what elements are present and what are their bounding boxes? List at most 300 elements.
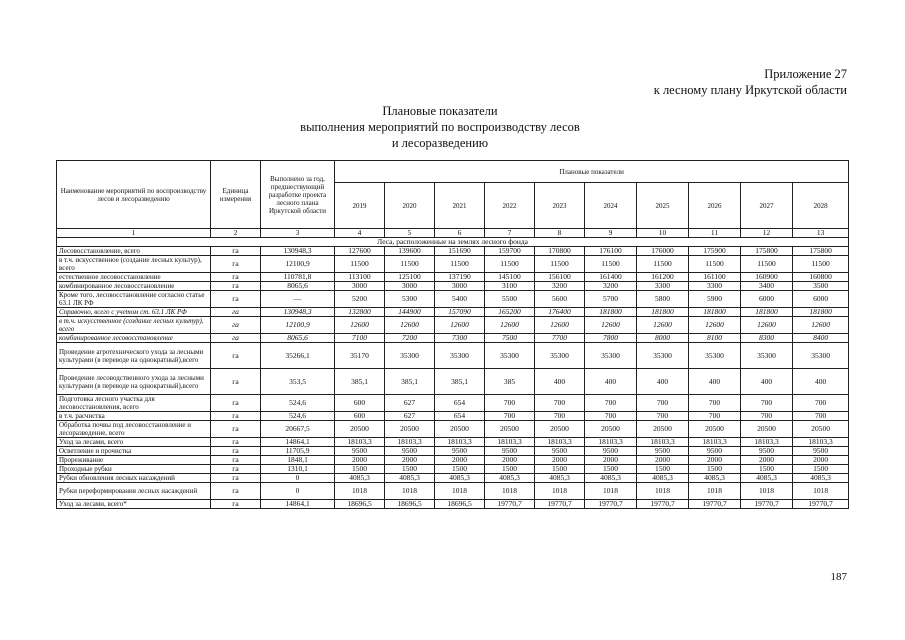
table-row [57,282,849,291]
row-value: 9500 [793,447,849,456]
row-value: 35300 [485,343,535,369]
row-value: 700 [793,412,849,421]
plan-table [56,160,849,509]
row-value: 1500 [585,465,637,474]
row-value: 627 [385,412,435,421]
row-done: 524,6 [261,412,335,421]
title-line-3: и лесоразведению [391,136,489,150]
row-name: в т.ч. искусственное (создание лесных культур), всего [57,317,211,334]
row-value: 1018 [385,483,435,500]
column-number: 10 [637,229,689,238]
row-value: 385,1 [335,369,385,395]
row-value: 9500 [741,447,793,456]
row-done: 353,5 [261,369,335,395]
row-value: 113100 [335,273,385,282]
row-value: 3000 [335,282,385,291]
row-value: 19770,7 [741,500,793,509]
row-value: 35300 [741,343,793,369]
header-year: 2028 [793,183,849,229]
row-done: — [261,291,335,308]
row-value: 12600 [585,317,637,334]
row-value: 400 [585,369,637,395]
row-unit: га [211,483,261,500]
row-done: 35266,1 [261,343,335,369]
row-value: 176400 [535,308,585,317]
column-number: 9 [585,229,637,238]
row-name: Справочно, всего с учетом ст. 63.1 ЛК РФ [57,308,211,317]
row-value: 1500 [335,465,385,474]
row-value: 20500 [435,421,485,438]
row-value: 2000 [585,456,637,465]
row-value: 181800 [637,308,689,317]
row-name: Уход за лесами, всего* [57,500,211,509]
header-year: 2025 [637,183,689,229]
row-value: 151690 [435,247,485,256]
row-value: 11500 [689,256,741,273]
row-value: 9500 [485,447,535,456]
row-unit: га [211,369,261,395]
row-value: 19770,7 [689,500,741,509]
row-value: 4085,3 [741,474,793,483]
section-row [57,238,849,247]
row-value: 8300 [741,334,793,343]
row-done: 12100,9 [261,256,335,273]
row-value: 654 [435,395,485,412]
row-value: 5400 [435,291,485,308]
row-unit: га [211,500,261,509]
row-value: 400 [637,369,689,395]
header-done: Выполнено за год, предшествующий разработке проекта лесного плана Иркутской области [261,161,335,229]
column-number: 2 [211,229,261,238]
row-value: 12600 [637,317,689,334]
row-value: 4085,3 [485,474,535,483]
row-unit: га [211,474,261,483]
row-value: 20500 [689,421,741,438]
row-value: 9500 [585,447,637,456]
row-value: 5600 [535,291,585,308]
row-name: Уход за лесами, всего [57,438,211,447]
row-value: 5800 [637,291,689,308]
header-plan: Плановые показатели [335,161,849,183]
table-row [57,421,849,438]
row-name: комбинированное лесовосстановление [57,282,211,291]
row-value: 181800 [689,308,741,317]
row-value: 400 [793,369,849,395]
row-done: 110781,8 [261,273,335,282]
row-name: Подготовка лесного участка для лесовосстановления, всего [57,395,211,412]
title-line-1: Плановые показатели [382,104,498,118]
table-row [57,447,849,456]
row-value: 12600 [741,317,793,334]
row-value: 20500 [741,421,793,438]
column-number: 1 [57,229,211,238]
row-value: 700 [585,395,637,412]
row-value: 9500 [535,447,585,456]
row-value: 175800 [741,247,793,256]
header-year: 2020 [385,183,435,229]
row-unit: га [211,456,261,465]
row-value: 1500 [485,465,535,474]
row-value: 19770,7 [485,500,535,509]
table-row [57,395,849,412]
row-value: 35300 [689,343,741,369]
row-value: 700 [741,412,793,421]
row-value: 12600 [689,317,741,334]
row-value: 18103,3 [335,438,385,447]
row-value: 156100 [535,273,585,282]
row-value: 161200 [637,273,689,282]
row-value: 176100 [585,247,637,256]
row-value: 18103,3 [689,438,741,447]
row-value: 12600 [535,317,585,334]
row-value: 35300 [435,343,485,369]
row-value: 157090 [435,308,485,317]
row-value: 11500 [485,256,535,273]
row-value: 175800 [793,247,849,256]
row-value: 165200 [485,308,535,317]
row-unit: га [211,291,261,308]
row-name: Проходные рубки [57,465,211,474]
table-row [57,334,849,343]
row-value: 2000 [689,456,741,465]
row-name: Лесовосстановление, всего [57,247,211,256]
row-value: 5900 [689,291,741,308]
column-number: 13 [793,229,849,238]
row-value: 137190 [435,273,485,282]
table-row [57,474,849,483]
column-number: 4 [335,229,385,238]
row-value: 4085,3 [385,474,435,483]
table-row [57,438,849,447]
row-value: 600 [335,395,385,412]
column-number: 7 [485,229,535,238]
row-value: 1500 [689,465,741,474]
row-value: 160900 [741,273,793,282]
row-value: 3500 [793,282,849,291]
row-value: 35300 [535,343,585,369]
column-number: 11 [689,229,741,238]
row-value: 18103,3 [385,438,435,447]
row-done: 1310,1 [261,465,335,474]
row-value: 1500 [741,465,793,474]
row-value: 161100 [689,273,741,282]
row-value: 127600 [335,247,385,256]
row-value: 176000 [637,247,689,256]
row-value: 1018 [741,483,793,500]
row-value: 181800 [741,308,793,317]
row-value: 11500 [585,256,637,273]
row-value: 7800 [585,334,637,343]
row-value: 18103,3 [535,438,585,447]
header-year: 2019 [335,183,385,229]
row-name: Прореживание [57,456,211,465]
table-row [57,343,849,369]
row-value: 385 [485,369,535,395]
row-done: 20667,5 [261,421,335,438]
row-unit: га [211,317,261,334]
row-value: 4085,3 [335,474,385,483]
row-name: Проведение лесоводственного ухода за лесными культурами (в переводе на однократный),всего [57,369,211,395]
row-value: 35300 [637,343,689,369]
row-value: 4085,3 [585,474,637,483]
row-value: 18103,3 [637,438,689,447]
row-name: Обработка почвы под лесовосстановление и лесоразведение, всего [57,421,211,438]
row-value: 654 [435,412,485,421]
table-row [57,308,849,317]
table-row [57,317,849,334]
table-row [57,465,849,474]
row-value: 20500 [637,421,689,438]
row-value: 700 [485,412,535,421]
row-value: 18103,3 [435,438,485,447]
row-value: 18696,5 [435,500,485,509]
row-value: 700 [485,395,535,412]
row-value: 18103,3 [585,438,637,447]
row-done: 14864,1 [261,438,335,447]
row-value: 12600 [485,317,535,334]
row-value: 1018 [585,483,637,500]
row-value: 4085,3 [435,474,485,483]
row-value: 385,1 [385,369,435,395]
row-value: 9500 [335,447,385,456]
row-unit: га [211,412,261,421]
column-number: 8 [535,229,585,238]
row-value: 700 [637,395,689,412]
table-row [57,456,849,465]
row-value: 700 [793,395,849,412]
row-value: 5700 [585,291,637,308]
row-name: Рубки обновления лесных насаждений [57,474,211,483]
row-unit: га [211,282,261,291]
row-value: 400 [689,369,741,395]
row-done: 0 [261,474,335,483]
row-value: 35300 [793,343,849,369]
row-value: 12600 [435,317,485,334]
row-value: 9500 [385,447,435,456]
row-unit: га [211,308,261,317]
row-value: 3200 [535,282,585,291]
row-value: 159700 [485,247,535,256]
row-value: 4085,3 [535,474,585,483]
page-number: 187 [830,571,847,583]
section-heading: Леса, расположенные на землях лесного фонда [57,238,849,247]
row-unit: га [211,395,261,412]
row-value: 3400 [741,282,793,291]
row-value: 9500 [637,447,689,456]
row-done: 8065,6 [261,282,335,291]
row-value: 1500 [535,465,585,474]
row-value: 3000 [435,282,485,291]
row-value: 35170 [335,343,385,369]
column-number-row [57,229,849,238]
row-name: Проведение агротехнического ухода за лесными культурами (в переводе на однократный),всего [57,343,211,369]
header-year: 2026 [689,183,741,229]
row-value: 1500 [793,465,849,474]
row-value: 8400 [793,334,849,343]
row-value: 160800 [793,273,849,282]
column-number: 3 [261,229,335,238]
row-value: 19770,7 [585,500,637,509]
row-value: 20500 [385,421,435,438]
row-value: 700 [637,412,689,421]
header-year: 2024 [585,183,637,229]
row-value: 4085,3 [689,474,741,483]
row-value: 400 [741,369,793,395]
header-name: Наименование мероприятий по воспроизводству лесов и лесоразведению [57,161,211,229]
row-done: 12100,9 [261,317,335,334]
row-value: 9500 [435,447,485,456]
row-unit: га [211,465,261,474]
header-year: 2023 [535,183,585,229]
row-value: 7700 [535,334,585,343]
row-value: 161400 [585,273,637,282]
row-done: 11705,9 [261,447,335,456]
row-unit: га [211,256,261,273]
document-title [250,103,630,151]
row-value: 2000 [535,456,585,465]
row-value: 145100 [485,273,535,282]
row-value: 18103,3 [793,438,849,447]
row-value: 12600 [335,317,385,334]
header-unit: Единица измерения [211,161,261,229]
row-name: комбинированное лесовосстановление [57,334,211,343]
table-row [57,256,849,273]
row-name: Рубки переформирования лесных насаждений [57,483,211,500]
row-value: 11500 [793,256,849,273]
row-value: 1018 [535,483,585,500]
row-value: 35300 [385,343,435,369]
row-value: 20500 [335,421,385,438]
row-value: 1018 [485,483,535,500]
row-done: 130948,3 [261,247,335,256]
row-value: 175900 [689,247,741,256]
row-value: 3100 [485,282,535,291]
row-done: 14864,1 [261,500,335,509]
row-value: 11500 [741,256,793,273]
row-value: 19770,7 [637,500,689,509]
row-value: 3300 [689,282,741,291]
table-row [57,500,849,509]
row-value: 20500 [485,421,535,438]
row-value: 11500 [435,256,485,273]
row-value: 2000 [335,456,385,465]
row-value: 700 [689,395,741,412]
table-row [57,412,849,421]
column-number: 5 [385,229,435,238]
row-unit: га [211,343,261,369]
row-value: 2000 [435,456,485,465]
row-value: 132800 [335,308,385,317]
row-unit: га [211,273,261,282]
row-value: 2000 [385,456,435,465]
row-name: Осветление и прочистка [57,447,211,456]
row-value: 7200 [385,334,435,343]
row-value: 400 [535,369,585,395]
row-value: 3300 [637,282,689,291]
appendix-reference: к лесному плану Иркутской области [653,83,847,97]
row-value: 700 [535,395,585,412]
row-value: 5200 [335,291,385,308]
row-value: 125100 [385,273,435,282]
row-name: в т.ч. расчистка [57,412,211,421]
row-unit: га [211,247,261,256]
title-line-2: выполнения мероприятий по воспроизводству лесов [300,120,580,134]
row-value: 8000 [637,334,689,343]
table-row [57,483,849,500]
row-value: 18696,5 [335,500,385,509]
row-unit: га [211,447,261,456]
row-value: 4085,3 [793,474,849,483]
row-value: 6000 [793,291,849,308]
row-value: 1018 [793,483,849,500]
row-value: 20500 [535,421,585,438]
row-value: 11500 [335,256,385,273]
row-value: 7500 [485,334,535,343]
row-value: 11500 [385,256,435,273]
row-value: 1018 [435,483,485,500]
row-value: 1018 [689,483,741,500]
row-value: 18103,3 [741,438,793,447]
row-value: 20500 [585,421,637,438]
row-value: 1018 [335,483,385,500]
row-value: 2000 [637,456,689,465]
appendix-caption [547,66,847,98]
column-number: 12 [741,229,793,238]
row-value: 2000 [485,456,535,465]
row-done: 524,6 [261,395,335,412]
appendix-number: Приложение 27 [764,67,847,81]
table-body [57,229,849,509]
row-value: 181800 [585,308,637,317]
row-value: 170800 [535,247,585,256]
row-done: 1848,1 [261,456,335,465]
header-year: 2022 [485,183,535,229]
table-row [57,273,849,282]
row-unit: га [211,438,261,447]
row-value: 181800 [793,308,849,317]
row-value: 144900 [385,308,435,317]
row-value: 700 [585,412,637,421]
row-value: 1500 [385,465,435,474]
table-row [57,247,849,256]
row-name: в т.ч. искусственное (создание лесных культур), всего [57,256,211,273]
row-value: 1018 [637,483,689,500]
row-value: 2000 [793,456,849,465]
row-done: 0 [261,483,335,500]
row-value: 1500 [435,465,485,474]
row-value: 3200 [585,282,637,291]
row-done: 130948,3 [261,308,335,317]
row-value: 12600 [385,317,435,334]
row-done: 8065,6 [261,334,335,343]
row-value: 11500 [535,256,585,273]
row-value: 600 [335,412,385,421]
row-value: 20500 [793,421,849,438]
row-value: 700 [741,395,793,412]
row-value: 627 [385,395,435,412]
row-value: 139600 [385,247,435,256]
row-value: 6000 [741,291,793,308]
row-value: 4085,3 [637,474,689,483]
row-name: естественное лесовосстановление [57,273,211,282]
row-value: 35300 [585,343,637,369]
table-row [57,291,849,308]
row-unit: га [211,334,261,343]
row-value: 12600 [793,317,849,334]
row-value: 19770,7 [535,500,585,509]
row-value: 7300 [435,334,485,343]
row-value: 2000 [741,456,793,465]
